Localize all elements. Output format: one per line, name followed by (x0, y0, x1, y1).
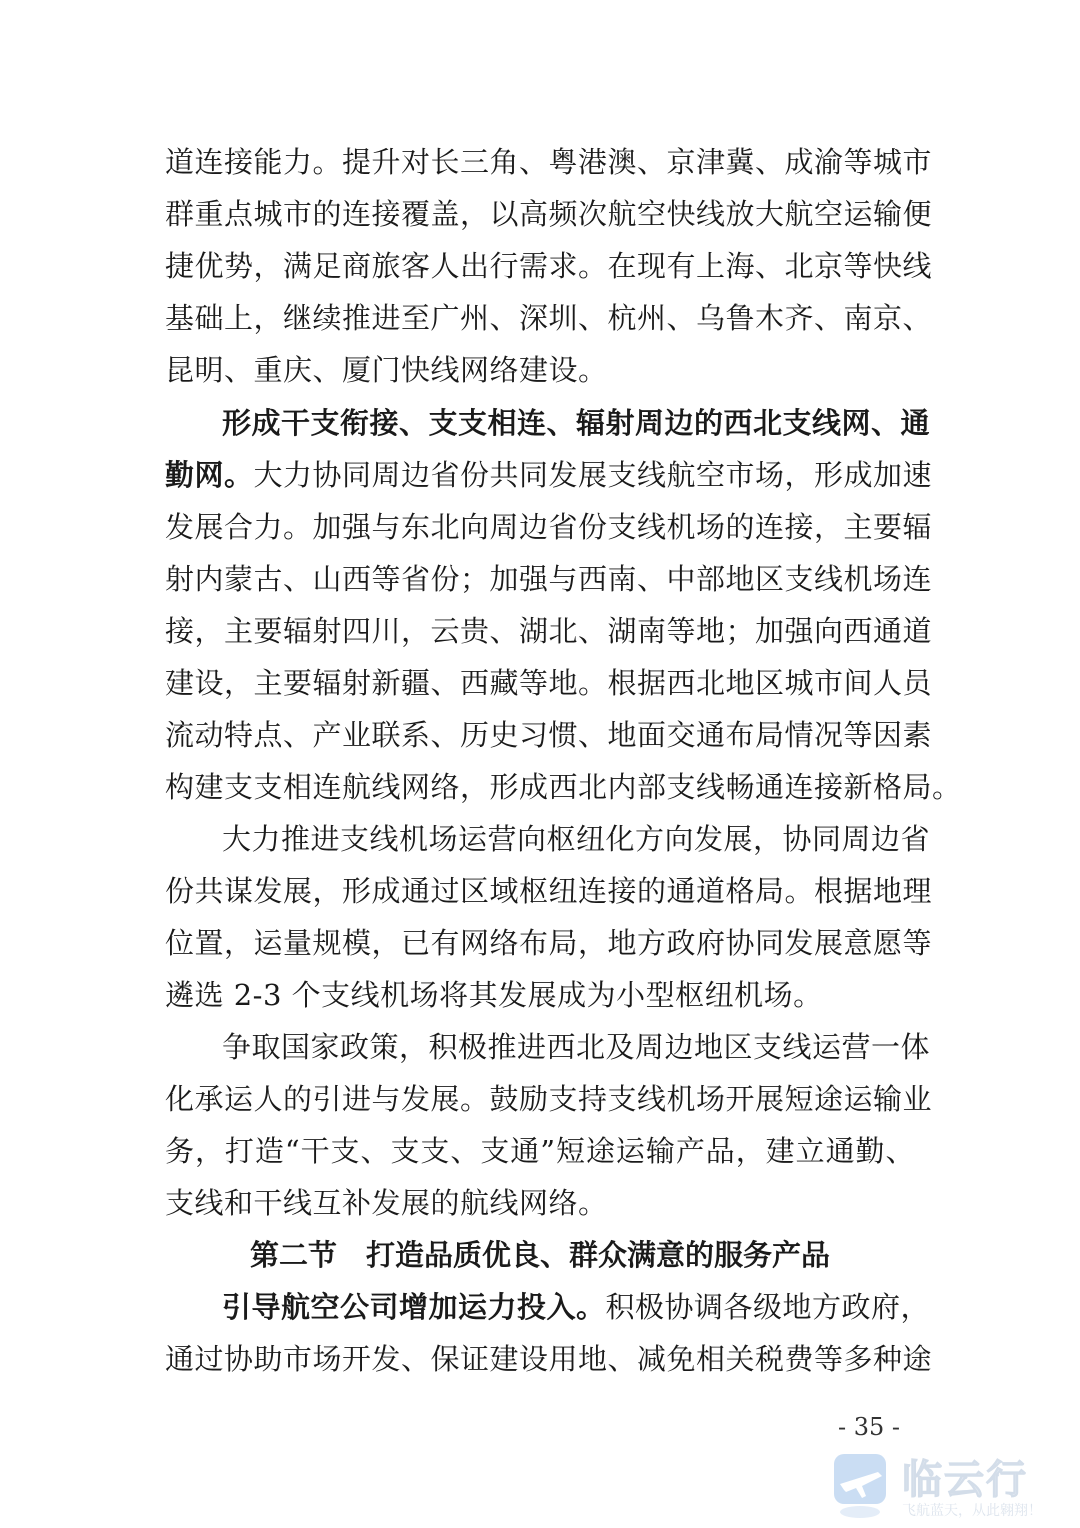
page-number: - 35 - (838, 1413, 901, 1441)
section-title: 第二节 打造品质优良、群众满意的服务产品 (250, 1238, 831, 1272)
text-line: 大力推进支线机场运营向枢纽化方向发展，协同周边省 (222, 822, 931, 856)
watermark-slogan: 飞航蓝天，从此翱翔！ (902, 1503, 1042, 1519)
text-line: 通过协助市场开发、保证建设用地、减免相关税费等多种途 (165, 1342, 933, 1376)
text-line: 发展合力。加强与东北向周边省份支线机场的连接，主要辐 (165, 510, 933, 544)
text-line: 射内蒙古、山西等省份；加强与西南、中部地区支线机场连 (165, 562, 933, 596)
text-line: 道连接能力。提升对长三角、粤港澳、京津冀、成渝等城市 (165, 145, 933, 179)
watermark (832, 1448, 1052, 1526)
paragraph-heading: 勤网。 (165, 458, 254, 492)
text-line: 群重点城市的连接覆盖，以高频次航空快线放大航空运输便 (165, 197, 933, 231)
text-line: 流动特点、产业联系、历史习惯、地面交通布局情况等因素 (165, 718, 933, 752)
text-line (165, 449, 933, 501)
text-span: 大力协同周边省份共同发展支线航空市场，形成加速 (253, 458, 933, 492)
text-line: 昆明、重庆、厦门快线网络建设。 (165, 353, 608, 387)
paragraph-heading: 引导航空公司增加运力投入。 (222, 1290, 606, 1324)
paragraph-heading: 形成干支衔接、支支相连、辐射周边的西北支线网、通 (222, 406, 931, 440)
text-line: 争取国家政策，积极推进西北及周边地区支线运营一体 (222, 1030, 931, 1064)
text-line: 遴选 2-3 个支线机场将其发展成为小型枢纽机场。 (165, 978, 823, 1012)
text-line: 接，主要辐射四川，云贵、湖北、湖南等地；加强向西通道 (165, 614, 933, 648)
text-line: 构建支支相连航线网络，形成西北内部支线畅通连接新格局。 (165, 770, 962, 804)
text-line: 捷优势，满足商旅客人出行需求。在现有上海、北京等快线 (165, 249, 933, 283)
text-line: 基础上，继续推进至广州、深圳、杭州、乌鲁木齐、南京、 (165, 301, 933, 335)
watermark-name: 临云行 (902, 1457, 1028, 1503)
text-line: 支线和干线互补发展的航线网络。 (165, 1186, 608, 1220)
text-line: 化承运人的引进与发展。鼓励支持支线机场开展短途运输业 (165, 1082, 933, 1116)
text-span: 积极协调各级地方政府， (605, 1290, 931, 1324)
text-line (222, 1281, 931, 1333)
text-line: 务，打造“干支、支支、支通”短途运输产品，建立通勤、 (165, 1134, 915, 1168)
airplane-logo-icon (832, 1450, 888, 1522)
text-line: 份共谋发展，形成通过区域枢纽连接的通道格局。根据地理 (165, 874, 933, 908)
text-line: 位置，运量规模，已有网络布局，地方政府协同发展意愿等 (165, 926, 933, 960)
text-line: 建设，主要辐射新疆、西藏等地。根据西北地区城市间人员 (165, 666, 933, 700)
